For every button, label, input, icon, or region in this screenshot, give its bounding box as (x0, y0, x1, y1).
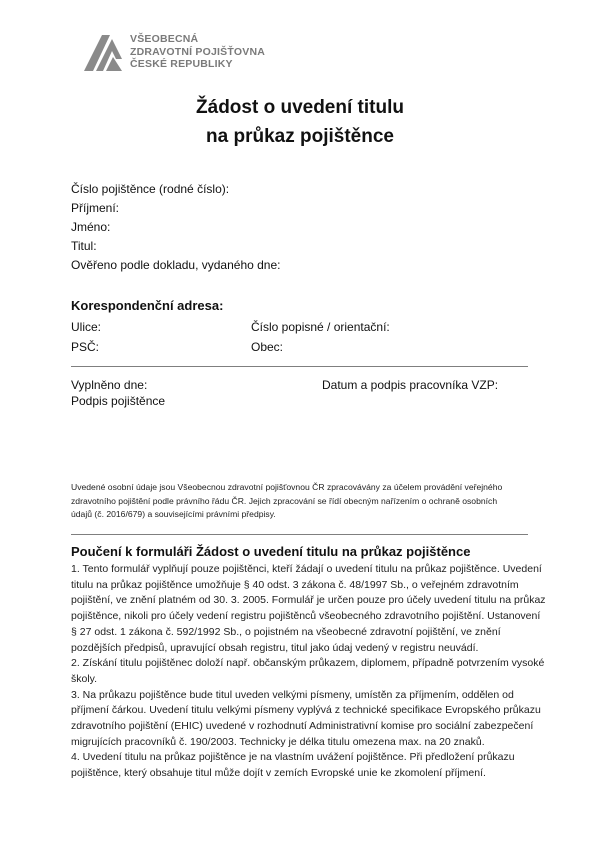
instruction-line: § 27 odst. 1 zákona č. 592/1992 Sb., o pojistném na všeobecné zdravotní pojištění, ve znění (71, 625, 501, 638)
address-left-column (71, 317, 101, 357)
street-field[interactable]: Ulice: (71, 320, 102, 334)
personal-fields (71, 180, 281, 275)
gdpr-line: Uvedené osobní údaje jsou Všeobecnou zdravotní pojišťovnou ČR zpracovávány za účelem provádění veřejného (71, 482, 503, 492)
instruction-line: příjmení čárkou. Uvedení titulu velkými písmeny vyplývá z technické specifikace Evropského průkazu (71, 704, 541, 717)
instruction-line: 2. Získání titulu pojištěnec doloží např. občanským průkazem, diplomem, případně potvrzením vysoké (71, 657, 545, 670)
instruction-line: pojištěnce, nikoli pro účely vedení registru pojištěnců všeobecného zdravotního pojištění. Ustanovení (71, 610, 541, 623)
instruction-line: zdravotního pojištění (EHIC) uvedené v rozhodnutí Administrativní komise pro sociální zabezpečení (71, 720, 534, 733)
logo-line-1: VŠEOBECNÁ (130, 33, 199, 45)
instruction-line: pozdějších předpisů, upravující obsah registru, titul jako údaj vedený v registru neuvádí. (71, 641, 479, 654)
address-right-column (251, 317, 390, 357)
logo-text (130, 33, 265, 71)
instruction-line: pojištění, ve znění platném od 30. 3. 2005. Formulář je určen pouze pro účely uvedení titulu na průkaz (71, 594, 546, 607)
verified-document-field[interactable]: Ověřeno podle dokladu, vydaného dne: (71, 258, 281, 272)
instructions-heading: Poučení k formuláři Žádost o uvedení titulu na průkaz pojištěnce (71, 544, 471, 559)
vzp-logo (82, 33, 265, 73)
logo-line-3: ČESKÉ REPUBLIKY (130, 58, 233, 70)
gdpr-line: zdravotního pojištění podle právního řádu ČR. Jejich zpracování se řídí obecným nařízením o ochraně osobních (71, 495, 498, 506)
divider (71, 534, 528, 535)
insured-signature-block (71, 377, 165, 409)
instruction-line: 1. Tento formulář vyplňují pouze pojištěnci, kteří žádají o uvedení titulu na průkaz pojištěnce. Uvedení (71, 563, 542, 575)
insured-signature-field[interactable]: Podpis pojištěnce (71, 394, 166, 408)
filled-date-field[interactable]: Vyplněno dne: (71, 378, 148, 392)
gdpr-notice (71, 481, 533, 522)
title-line-1: Žádost o uvedení titulu (196, 97, 404, 118)
surname-field[interactable]: Příjmení: (71, 201, 120, 215)
gdpr-line: údajů (č. 2016/679) a souvisejícími právními předpisy. (71, 509, 276, 519)
title-line-2: na průkaz pojištěnce (206, 126, 394, 147)
staff-signature-field[interactable]: Datum a podpis pracovníka VZP: (322, 378, 499, 392)
instruction-line: 4. Uvedení titulu na průkaz pojištěnce je na vlastním uvážení pojištěnce. Při předložení průkazu (71, 751, 515, 764)
city-field[interactable]: Obec: (251, 340, 284, 354)
first-name-field[interactable]: Jméno: (71, 220, 111, 234)
correspondence-heading: Korespondenční adresa: (71, 298, 224, 313)
logo-line-2: ZDRAVOTNÍ POJIŠŤOVNA (130, 45, 266, 58)
house-number-field[interactable]: Číslo popisné / orientační: (251, 320, 390, 334)
instruction-line: 3. Na průkazu pojištěnce bude titul uveden velkými písmeny, umístěn za příjmením, oddělen od (71, 688, 514, 701)
instruction-line: migrujících pracovníků č. 190/2003. Technicky je délka titulu omezena max. na 20 znaků. (71, 735, 485, 748)
instruction-line: školy. (71, 672, 98, 685)
postal-code-field[interactable]: PSČ: (71, 340, 100, 354)
document-title (0, 93, 600, 151)
instructions-text (71, 562, 546, 782)
divider (71, 366, 528, 367)
instruction-line: titulu na průkaz pojištěnce umožňuje § 40 odst. 3 zákona č. 48/1997 Sb., o veřejném zdravotním (71, 578, 519, 591)
insurance-number-field[interactable]: Číslo pojištěnce (rodné číslo): (71, 182, 230, 196)
vzp-logo-icon (82, 33, 124, 73)
instruction-line: pojištěnce, který obsahuje titul může dojít v zemích Evropské unie ke zkomolení příjmení. (71, 767, 486, 780)
title-field[interactable]: Titul: (71, 239, 97, 253)
